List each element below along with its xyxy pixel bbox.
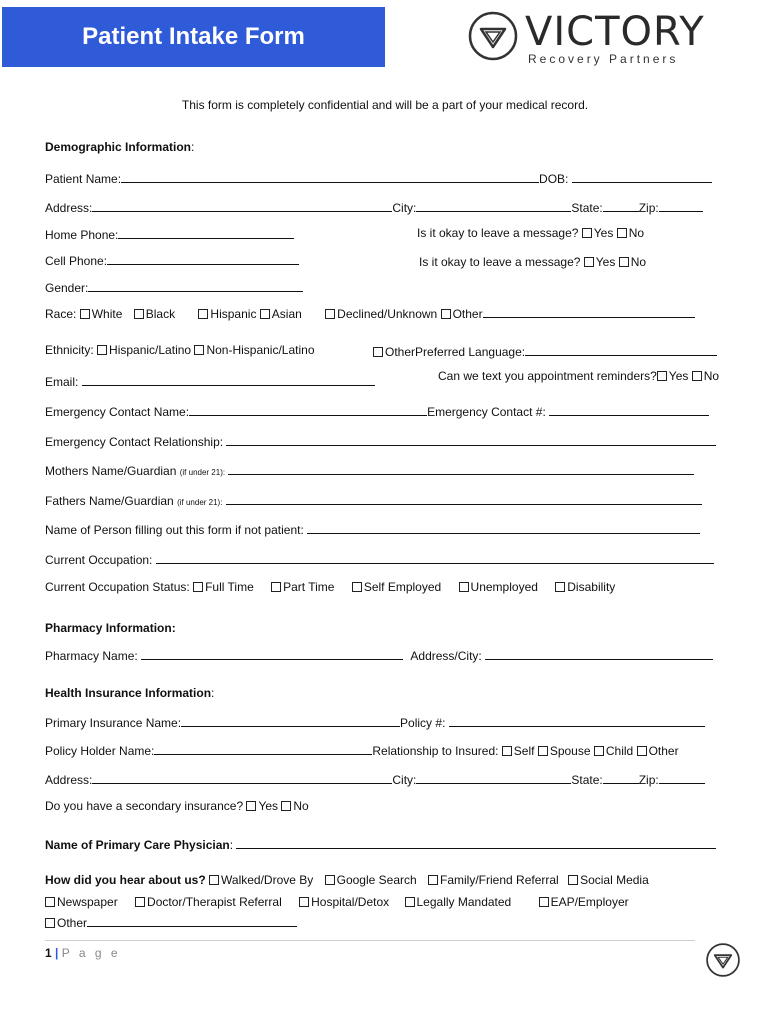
address-row: Address: City: State: Zip:	[45, 199, 703, 215]
brand-name: VICTORY	[525, 9, 705, 55]
insurance-address-field[interactable]	[92, 771, 392, 784]
race-white-checkbox[interactable]	[80, 309, 90, 319]
ethnicity-hispanic-checkbox[interactable]	[97, 345, 107, 355]
mothers-name-row: Mothers Name/Guardian (if under 21):	[45, 462, 694, 478]
emergency-relationship-row: Emergency Contact Relationship:	[45, 433, 716, 449]
mothers-name-field[interactable]	[228, 462, 694, 475]
fathers-name-field[interactable]	[226, 492, 702, 505]
demographic-heading: Demographic Information:	[45, 140, 195, 154]
pharmacy-row: Pharmacy Name: Address/City:	[45, 647, 713, 663]
secondary-no-checkbox[interactable]	[281, 801, 291, 811]
gender-row: Gender:	[45, 279, 303, 295]
home-phone-message-row: Is it okay to leave a message? Yes No	[417, 226, 645, 240]
gender-field[interactable]	[88, 279, 303, 292]
person-filling-row: Name of Person filling out this form if not patient:	[45, 521, 700, 537]
relationship-self-checkbox[interactable]	[502, 746, 512, 756]
emergency-relationship-field[interactable]	[226, 433, 716, 446]
primary-insurance-field[interactable]	[181, 714, 400, 727]
referral-hospital-checkbox[interactable]	[299, 897, 309, 907]
victory-logo-icon	[467, 10, 519, 65]
preferred-language-field[interactable]	[525, 343, 717, 356]
dob-field[interactable]	[572, 170, 712, 183]
referral-google-checkbox[interactable]	[325, 875, 335, 885]
referral-other-field[interactable]	[87, 914, 297, 927]
pharmacy-heading: Pharmacy Information:	[45, 621, 176, 635]
city-field[interactable]	[416, 199, 571, 212]
emergency-contact-name-field[interactable]	[189, 403, 427, 416]
address-field[interactable]	[92, 199, 392, 212]
primary-insurance-row: Primary Insurance Name: Policy #:	[45, 714, 705, 730]
occupation-self-employed-checkbox[interactable]	[352, 582, 362, 592]
home-phone-row: Home Phone:	[45, 226, 294, 242]
form-title: Patient Intake Form	[82, 23, 305, 50]
ethnicity-other-checkbox[interactable]	[373, 347, 383, 357]
race-hispanic-checkbox[interactable]	[198, 309, 208, 319]
insurance-city-field[interactable]	[416, 771, 571, 784]
insurance-zip-field[interactable]	[659, 771, 705, 784]
emergency-contact-number-field[interactable]	[549, 403, 709, 416]
form-title-banner	[2, 7, 385, 67]
referral-row-2: Newspaper Doctor/Therapist Referral Hospital/Detox Legally Mandated EAP/Employer	[45, 895, 629, 909]
text-reminders-row: Can we text you appointment reminders? Yes No	[438, 369, 720, 383]
patient-name-field[interactable]	[121, 170, 539, 183]
referral-walked-checkbox[interactable]	[209, 875, 219, 885]
pharmacy-name-field[interactable]	[141, 647, 403, 660]
relationship-spouse-checkbox[interactable]	[538, 746, 548, 756]
cell-phone-row: Cell Phone:	[45, 252, 299, 268]
email-field[interactable]	[82, 373, 375, 386]
race-black-checkbox[interactable]	[134, 309, 144, 319]
preferred-language-row: OtherPreferred Language:	[373, 343, 717, 359]
race-row: Race: White Black Hispanic Asian Declined/Unknown Other	[45, 305, 695, 321]
page-number: 1 | P a g e	[45, 946, 121, 960]
home-phone-field[interactable]	[118, 226, 294, 239]
occupation-part-time-checkbox[interactable]	[271, 582, 281, 592]
text-reminders-yes-checkbox[interactable]	[657, 371, 667, 381]
home-message-yes-checkbox[interactable]	[582, 228, 592, 238]
policy-holder-field[interactable]	[154, 742, 372, 755]
referral-row-1: How did you hear about us? Walked/Drove By Google Search Family/Friend Referral Social Media	[45, 873, 649, 887]
occupation-row: Current Occupation:	[45, 551, 714, 567]
race-other-checkbox[interactable]	[441, 309, 451, 319]
referral-newspaper-checkbox[interactable]	[45, 897, 55, 907]
pcp-field[interactable]	[236, 836, 716, 849]
occupation-unemployed-checkbox[interactable]	[459, 582, 469, 592]
occupation-full-time-checkbox[interactable]	[193, 582, 203, 592]
occupation-disability-checkbox[interactable]	[555, 582, 565, 592]
referral-social-checkbox[interactable]	[568, 875, 578, 885]
referral-eap-checkbox[interactable]	[539, 897, 549, 907]
referral-doctor-checkbox[interactable]	[135, 897, 145, 907]
race-declined-checkbox[interactable]	[325, 309, 335, 319]
pcp-row: Name of Primary Care Physician:	[45, 836, 716, 852]
person-filling-field[interactable]	[307, 521, 700, 534]
policy-holder-row: Policy Holder Name: Relationship to Insured: Self Spouse Child Other	[45, 744, 679, 758]
referral-family-checkbox[interactable]	[428, 875, 438, 885]
policy-number-field[interactable]	[449, 714, 705, 727]
referral-other-row: Other	[45, 914, 297, 930]
race-other-field[interactable]	[483, 305, 695, 318]
confidentiality-notice: This form is completely confidential and will be a part of your medical record.	[181, 98, 589, 112]
insurance-address-row: Address: City: State: Zip:	[45, 771, 705, 787]
ethnicity-row: Ethnicity: Hispanic/Latino Non-Hispanic/Latino	[45, 343, 315, 357]
secondary-yes-checkbox[interactable]	[246, 801, 256, 811]
footer-divider	[45, 940, 695, 941]
brand-tagline: Recovery Partners	[528, 52, 679, 66]
occupation-field[interactable]	[156, 551, 714, 564]
relationship-child-checkbox[interactable]	[594, 746, 604, 756]
race-asian-checkbox[interactable]	[260, 309, 270, 319]
text-reminders-no-checkbox[interactable]	[692, 371, 702, 381]
patient-name-row: Patient Name: DOB:	[45, 170, 712, 186]
insurance-state-field[interactable]	[603, 771, 639, 784]
occupation-status-row: Current Occupation Status: Full Time Part Time Self Employed Unemployed Disability	[45, 580, 616, 594]
cell-message-no-checkbox[interactable]	[619, 257, 629, 267]
home-message-no-checkbox[interactable]	[617, 228, 627, 238]
relationship-other-checkbox[interactable]	[637, 746, 647, 756]
cell-message-yes-checkbox[interactable]	[584, 257, 594, 267]
insurance-heading: Health Insurance Information:	[45, 686, 215, 700]
cell-phone-message-row: Is it okay to leave a message? Yes No	[419, 255, 647, 269]
pharmacy-address-field[interactable]	[485, 647, 713, 660]
emergency-contact-row: Emergency Contact Name: Emergency Contact #:	[45, 403, 709, 419]
ethnicity-non-hispanic-checkbox[interactable]	[194, 345, 204, 355]
zip-field[interactable]	[659, 199, 703, 212]
referral-legal-checkbox[interactable]	[405, 897, 415, 907]
referral-other-checkbox[interactable]	[45, 918, 55, 928]
cell-phone-field[interactable]	[107, 252, 299, 265]
fathers-name-row: Fathers Name/Guardian (if under 21):	[45, 492, 702, 508]
state-field[interactable]	[603, 199, 639, 212]
email-row: Email:	[45, 373, 375, 389]
footer-logo-icon	[705, 942, 741, 981]
secondary-insurance-row: Do you have a secondary insurance? Yes No	[45, 799, 309, 813]
